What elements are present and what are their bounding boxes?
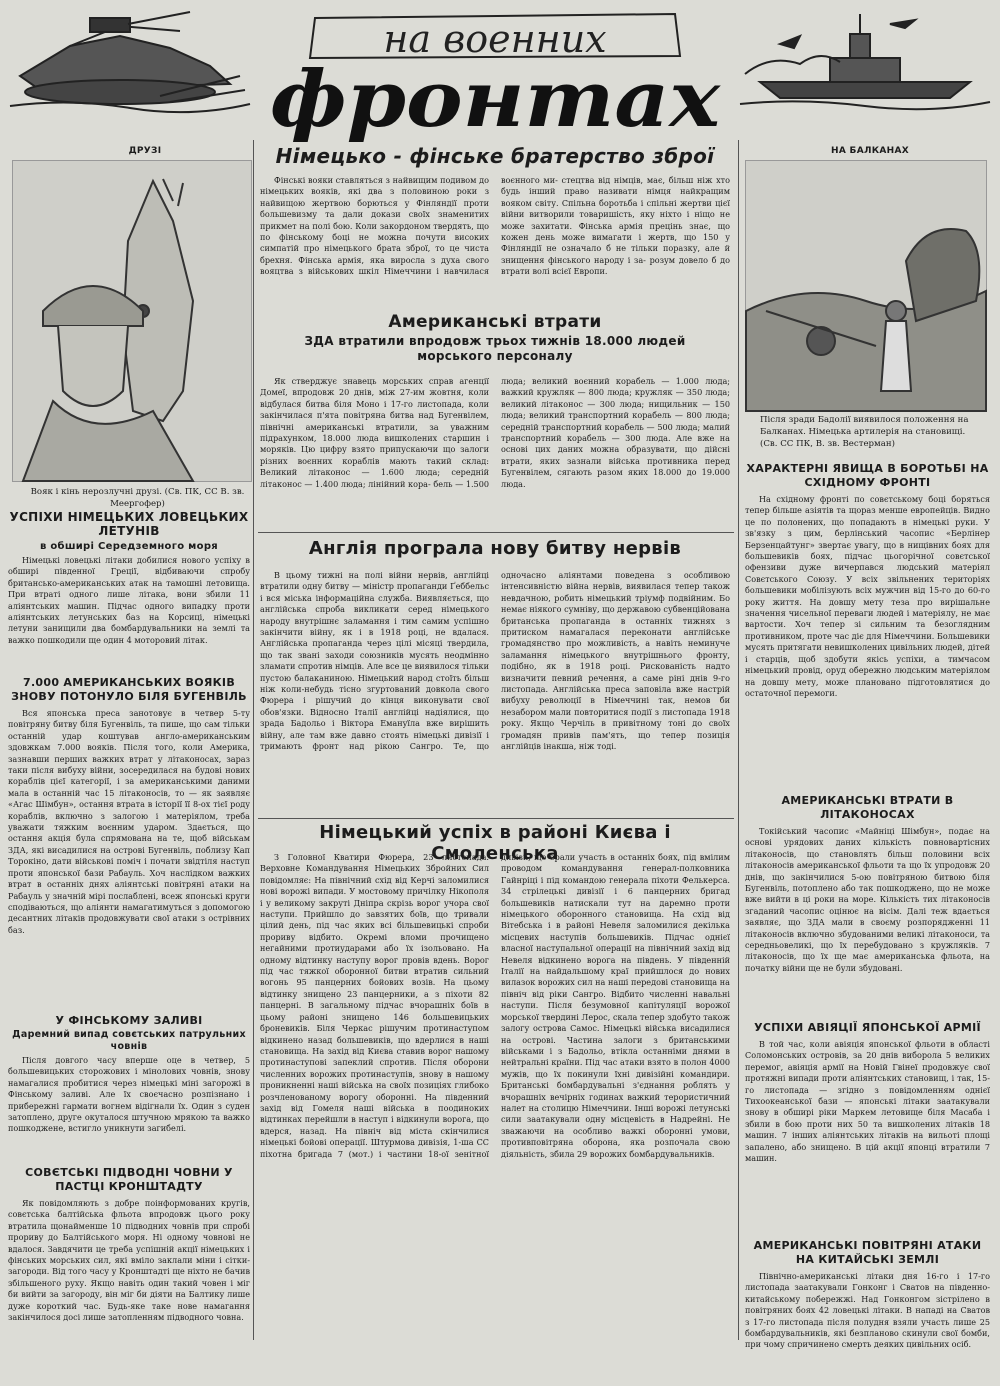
kyiv-title: Німецький успіх в районі Києва і Смоленська <box>319 822 671 864</box>
horse-soldier-sketch <box>13 161 251 481</box>
right-article-1-text <box>745 494 990 784</box>
right-article-3-title: УСПІХИ АВІЯЦІЇ ЯПОНСЬКОЇ АРМІЇ <box>754 1021 981 1034</box>
section-rule-1 <box>258 532 734 533</box>
right-article-1-title: ХАРАКТЕРНІ ЯВИЩА В БОРОТЬБІ НА СХІДНОМУ ФРОНТІ <box>746 462 989 489</box>
left-article-1-text <box>8 555 250 670</box>
left-article-4-body: Як повідомляють з добре поінформованих кругів, совєтська балтійська фльота впродовж цього року втратила щонайменше 10 підводних човнів при спробі прориву до Балтійського моря. Ні одному човнові не вдалося. Завдячити це треба успішній акції німецьких і фінських морських сил, які вміло заклали міни і сітки-загороди. Від того часу у Кронштадті ще ніхто не бачив збільшеного руху. Якщо навіть один такий човен і міг би вийти за загороду, він міг би діяти на Балтику лише дуже короткий час. Будь-яке таке нове намагання закінчилося досі лише затопленням підводного човна. <box>8 1198 250 1323</box>
right-article-3-text <box>745 1039 990 1229</box>
right-photo-label: НА БАЛКАНАХ <box>831 146 909 156</box>
england-text <box>260 570 730 815</box>
left-article-3-body: Після довгого часу вперше оце в четвер, 5 большевицьких сторожових і мінолових човнів, знову намагалися пробитися через німецькі міні загорожі в Фінському заливі. Але їх своєчасно розпізнано і прибережні гармати вогнем відігнали їх. Один з суден затоплено, друге окуталося штучною мрякою та важко пошкоджене, встигло уникнути загибелі. <box>8 1055 250 1134</box>
column-rule-left <box>253 140 254 1340</box>
artillery-photo <box>745 160 987 412</box>
england-body: В цьому тижні на полі війни нервів, англійці втратили одну битву — міністр пропаганди Ґеббельс і вся міська інформаційна служба. Виявляється, що англійська спроба викликати серед німецького народу внутрішнє заламання і тим самим успішно закінчити війну, як і в 1918 році, не вдалася. Англійська пропаганда через цілі місяці твердила, що так звані заходи союзників мусять неодмінно зламати спротив німців. Але все це виявилося тільки пустою балаканиною. Німецький народ стоїть більш ніж коли-небудь тісно згуртований довкола свого Фюрера і рішучий до кінця виконувати свої обов'язки. Відносно Італії англійці надіялися, що зрада Бадольо і Віктора Емануїла вже вирішить війну, але там вже давно стоять німецькі дивізії і тримають фронт над рікою Сангро. Те, що одночасно аліянтами поведена з особливою інтенсивністю війна нервів, виявилася тепер також невдачною, робить німецький тріумф подвійним. Бо немає ніякого сумніву, що державою субвенційована британська пропаганда в останніх тижнях з притиском намагалася переконати англійське громадянство про можливість, а навіть неминуче заламання німецького внутрішнього фронту, подібно, як в 1918 році. Рискованість надто визначити певний речення, а саме ріні днів 9-го листопада. Англійська преса заповіла вже настрій вибуху революції в Німеччині так, немов би незабором мали повторитися події з листопада 1918 року. Якщо Черчіль в привітному тоні до своїх громадян привів пам'ять, що тепер позиція англійців інакша, ніж тоді. <box>260 570 730 752</box>
kyiv-body: З Головної Кватири Фюрера, 23 листопада. Верховне Командування Німецьких Збройних Сил повідомляє: На північний схід від Керчі заломилися нові ворожі випади. У мостовому причілку Нікополя і у великому закрутi Дніпра скрізь ворог учора свої наступи. Прийшло до завзятих боїв, що тривали цілий день, під час яких всі більшевицькі спроби прориву відбито. Окремі вломи прочищено негайними протиударами або їх ізольовано. На одному відтинку наступу ворог провів вдень. Ворог під час тяжкої оборонної битви втратив сильний вогонь 95 панцерних бойових возів. На цьому відтинку знищено 23 панцерники, а з піхоти 82 панцерні. В загальному підчас вчорашніх боїв в цьому районі знищено 146 большевицьких броневиків. Біля Черкас рішучим протинаступом відкинено назад большевиків, що вдерлися в наші становища. На захід від Києва ставив ворог нашому протинаступові запеклий спротив. Після оборони численних ворожих протинаступів, знову в нашому проникненні наші війська на своїх позиціях глибоко розчленованому ворогу обороннi. На південний захід від Гомеля наші війська в поодиноких відтинках перейшли в наступ і відкинули ворога, що вдерся, назад. На північ від міста скінчилися німецькі бойові операції. Штурмова дивізія, 1-ша СС піхотна бригада 7 (мот.) і частини 18-ої зенітної дивізії, що брали участь в останніх боях, під вмілим проводом командування генерал-полковника Гайнріці і під командою генерала піхоти Фелькерса. 34 стрілецькі дивізії і 6 панцерних бригад большевиків натискали тут на даремно проти німецького оборонного становища. На схід від Вітебська і в районі Невеля заломилися декілька місцевих наступів большевиків. Підчас однієї власної наступальної операції на північний захід від Невеля відкинено ворога на південь. У південній Італії на найдальшому краї прийшлося до нових вилазок ворожих сил на наші передові становища на північ від ріки Сангро. Відбито численні навальні наступи. Після безумовної капітуляції ворожої морської твердині Лерос, скала тепер здобуто також залогу острова Самос. Німецькі війська висадилися на острові. Частина залоги з британськими військами і з Бадольо, втікла останніми днями в нейтральні країни. Під час атаки взято в полон 4000 мужів, що їх покинули їхні дивізійні командири. Британські бомбардувальні з'єднання роблять у вчорашніх вечірніх годинах важкий терористичний налет на столицю Німеччини. Інші ворожі летунські сили заатакували одну місцевість в Надрейні. Не зважаючи на особливо важкі оборонні умови, противповітряна оборона, яка розпочала свою діяльність, збила 29 ворожих бомбардувальників. <box>260 852 730 1159</box>
left-article-2-text <box>8 708 250 1008</box>
right-article-2-body: Токійський часопис «Майніці Шімбун», подає на основі урядових даних кількість повновартісних літаконосів, що становлять більш половини всіх літаконосів американської фльоти та що їх упродовж 20 днів, що закінчилися 5-ою повітряною битвою біля Бугенвіль, потоплено або так пошкоджено, що не може вже вийти в ці роки на море. Кількість тих літаконосів згаданий часопис оцінює на вісім. Далі теж вдається заявляє, що ЗДА мали в своєму розпорядженні 11 літаконосів включно збудованими великі літаконоси, та середньовеликі, що їх перебудовано з кружляків. 7 літаконосів, що їх ще має американська фльота, на початку війни ще не були збудовані. <box>745 826 990 973</box>
right-article-2-title: АМЕРИКАНСЬКІ ВТРАТИ В ЛІТАКОНОСАХ <box>781 794 954 821</box>
masthead <box>255 8 735 145</box>
section-rule-2 <box>258 818 734 819</box>
tank-illustration <box>10 6 250 116</box>
left-article-1-body: Німецькі ловецькі літаки добилися нового успіху в обширі південної Греції, відбиваючи спробу британсько-американських атак на тамошні летовища. При втраті одного лише літака, вони збили 11 аліянтських машин. Підчас одного випадку проти аліянтських летунських баз на Корсиці, німецькі летуни занищили два бомбардувальники на землі та важко пошкодили ще один 4 моторовий літак. <box>8 555 250 645</box>
us-losses-body: Як стверджує знавець морських справ агенції Домеї, впродовж 20 днів, між 27-им жовтня, коли відбулася битва біля Моно і 17-го листопада, коли закінчилася п'ята повітряна битва над Бугенвілем, північні американські втратили, за уважним підрахунком, 18.000 люда вишколених старшин і моряків. Цю цифру взято припускаючи що залоги різних воєнних кораблів мають такий склад: Великий літаконос — 1.600 люда; середній літаконос — 1.400 люда; лінійний кора- бель — 1.500 люда; великий воєнний корабель — 1.000 люда; важкий кружляк — 800 люда; кружляк — 350 люда; великий літаконос — 300 люда; нищильник — 150 люда; великий транспортний корабель — 800 люда; середній транспортний корабель — 500 люда; малий транспортний корабель — 300 люда. Але вже на основі цих даних можна образувати, що дійсні втрати, яких зазнали війська противника перед Бугенвілем, сягають разом яких 18.000 до 19.000 люда. <box>260 376 730 489</box>
main-headline: Німецько - фінське братерство зброї <box>275 144 715 168</box>
us-losses-subtitle: ЗДА втратили впродовж трьох тижнів 18.000 людей морського персоналу <box>304 334 686 363</box>
england-title: Англія програла нову битву нервів <box>308 538 682 559</box>
masthead-line2: фронтах <box>270 54 722 145</box>
us-losses-title: Американські втрати <box>388 312 602 332</box>
left-article-3-subtitle: Даремний випад совєтських патрульних човнів <box>12 1029 246 1052</box>
left-article-2-body: Вся японська преса занотовує в четвер 5-ту повітряну битву біля Бугенвіль, та пише, що сам тільки останній удар коштував англо-американським здовжкам 7.000 вояків. Після того, коли Америка, зазнавши перших важких втрат у літаконосах, зараз таки після вибуху війни, зосередилася на будові нових кораблів цієї категорії, і за американськими даними мала в останній час 15 літаконосів, то — як заявляє «Агас Шімбун», остання втрата в історії її 8-ох тієї роду кораблів, включно з залогою і матеріялом, треба уважати тяжким воєнним ударом. Здається, що остання акція була спрямована на те, щоб військам ЗДА, які висадилися на острові Бугенвіль, поблизу Кап Торокіно, дати військові поміч і почати звідтіля наступ проти японської бази Рабауль. Хоч наслідком важких втрат в останніх днях аліянтські повітряні атаки на Рабауль у значній мірі послаблені, всеж японські круги сподіваються, що аліянти намагатимуться з допомогою десантних літаків продовжувати свої атаки з острівних баз. <box>8 708 250 935</box>
left-article-3-title: У ФІНСЬКОМУ ЗАЛИВІ <box>55 1014 203 1027</box>
right-article-4-title: АМЕРИКАНСЬКІ ПОВІТРЯНІ АТАКИ НА КИТАЙСЬКІ ЗЕМЛІ <box>753 1239 982 1266</box>
right-column <box>745 462 990 1350</box>
left-article-4-text <box>8 1198 250 1348</box>
left-article-4-title: СОВЄТСЬКІ ПІДВОДНІ ЧОВНИ У ПАСТЦІ КРОНШТАДТУ <box>25 1166 233 1193</box>
left-photo-caption: Вояк і кінь нерозлучні друзі. (Св. ПК, СС В. зв. Меергофер) <box>30 487 245 509</box>
artillery-sketch <box>746 161 986 411</box>
right-article-3-body: В той час, коли авіяція японської фльоти в області Соломонських островів, за 20 днів виборола 5 великих перемог, авіяція армії на Новій Гвінеї продовжує свої протяжні випади проти аліянтських становищ, і так, 15-го листопада — згідно з повідомленням однієї Тихоокеанської бази — японські літаки заатакували знову в обширі ріки Маркем летовище біля Масаба і збили в бою проти них 50 та вишколених літаків 18 машин. 7 інших аліянтських літаків на вильоті площі запалено, або знищено. В цій акції японці втратили 7 машин. <box>745 1039 990 1164</box>
horse-soldier-photo <box>12 160 252 482</box>
us-losses-text <box>260 376 730 526</box>
left-article-1-title: УСПІХИ НІМЕЦЬКИХ ЛОВЕЦЬКИХ ЛЕТУНІВ <box>9 510 249 538</box>
left-article-1-subtitle: в обширі Середземного моря <box>39 541 219 552</box>
left-column <box>8 510 250 1340</box>
article-finnish-body: Фінські вояки ставляться з найвищим подивом до німецьких вояків, які два з половиною роки з найвищою жертвою борються у Фінляндії проти большевизму та дали докази своїх знаменитих прикмет на полі бою. Коли закордоном твердять, що по фінському боці не можна почути високих симпатій про німецького брата зброї, то це чиста брехня. Фінська армія, яка виросла з духа свого вояцтва з військових шкіл Німеччини і навчилася воєнного ми- стецтва від німців, має, більш ніж хто будь інший право називати німця найкращим вояком світу. Спільна боротьба і спільні жертви цієї війни витворили товаришість, яку ніхто і ніщо не може захитати. Фінська армія прецінь знає, що кожен день може вимагати і жертв, що 150 у Фінляндії не означало б не тільки поразку, але й знищення фінського народу і за- розум довело б до втрати волі всієї Европи. <box>260 175 730 277</box>
right-article-1-body: На східному фронті по совєтському боці боряться тепер більше азіятів та щораз менше европейців. Видно це по полонених, що попадають в німецькі руки. У зв'язку з цим, берлінський часопис «Берлінер Берзенцайтунг» звертає увагу, що в нищівних боях для большевиків боях, підчас цьогорічної совєтської офензиви дуже вичерпався людський матеріял Совєтського Союзу. У всіх звільнених територіях большевики мобілізують всіх мужчин від 15-го до 60-го року життя. На довшу мету теза про вирішальне значення чисельної переваги людей і матеріялу, не має вартости. Хоч тепер зі сильним та безоглядним противником, проте час діє для Німеччини. Большевики мусять притягати невишколених цивільних людей, дітей і старців, щоб здобути якісь успіхи, а тимчасом німецький провід, оруд обережно людським матеріялом на довшу мету, може плановано підготовлятися до остаточної перемоги. <box>745 494 990 698</box>
kyiv-text <box>260 852 730 1340</box>
left-article-3-text <box>8 1055 250 1160</box>
article-finnish-text <box>260 175 730 303</box>
warship-illustration <box>740 4 990 112</box>
right-photo-caption: Після зради Бадолії виявилося положення на Балканах. Німецька артилерія на становищі. (Св. СС ПК, В. зв. Вестерман) <box>760 415 969 449</box>
left-article-2-title: 7.000 АМЕРИКАНСЬКИХ ВОЯКІВ ЗНОВУ ПОТОНУЛО БІЛЯ БУГЕНВІЛЬ <box>11 676 247 703</box>
right-article-4-text <box>745 1271 990 1386</box>
right-article-2-text <box>745 826 990 1011</box>
masthead-line1: на военних <box>383 17 607 61</box>
right-article-4-body: Північно-американські літаки дня 16-го і 17-го листопада заатакували Гонконг і Сватов на південно-китайському побережжі. Над Гонконгом зістрілено в повітряних боях 42 ловецькі літаки. В нападі на Сватов з 17-го листопада після полудня взяли участь лише 25 бомбардувальників, які безплановo скинули свої бомби, при чому спричинено смерть деяких цивільних осіб. <box>745 1271 990 1350</box>
column-rule-right <box>738 140 739 1340</box>
left-photo-label: ДРУЗІ <box>128 146 162 156</box>
